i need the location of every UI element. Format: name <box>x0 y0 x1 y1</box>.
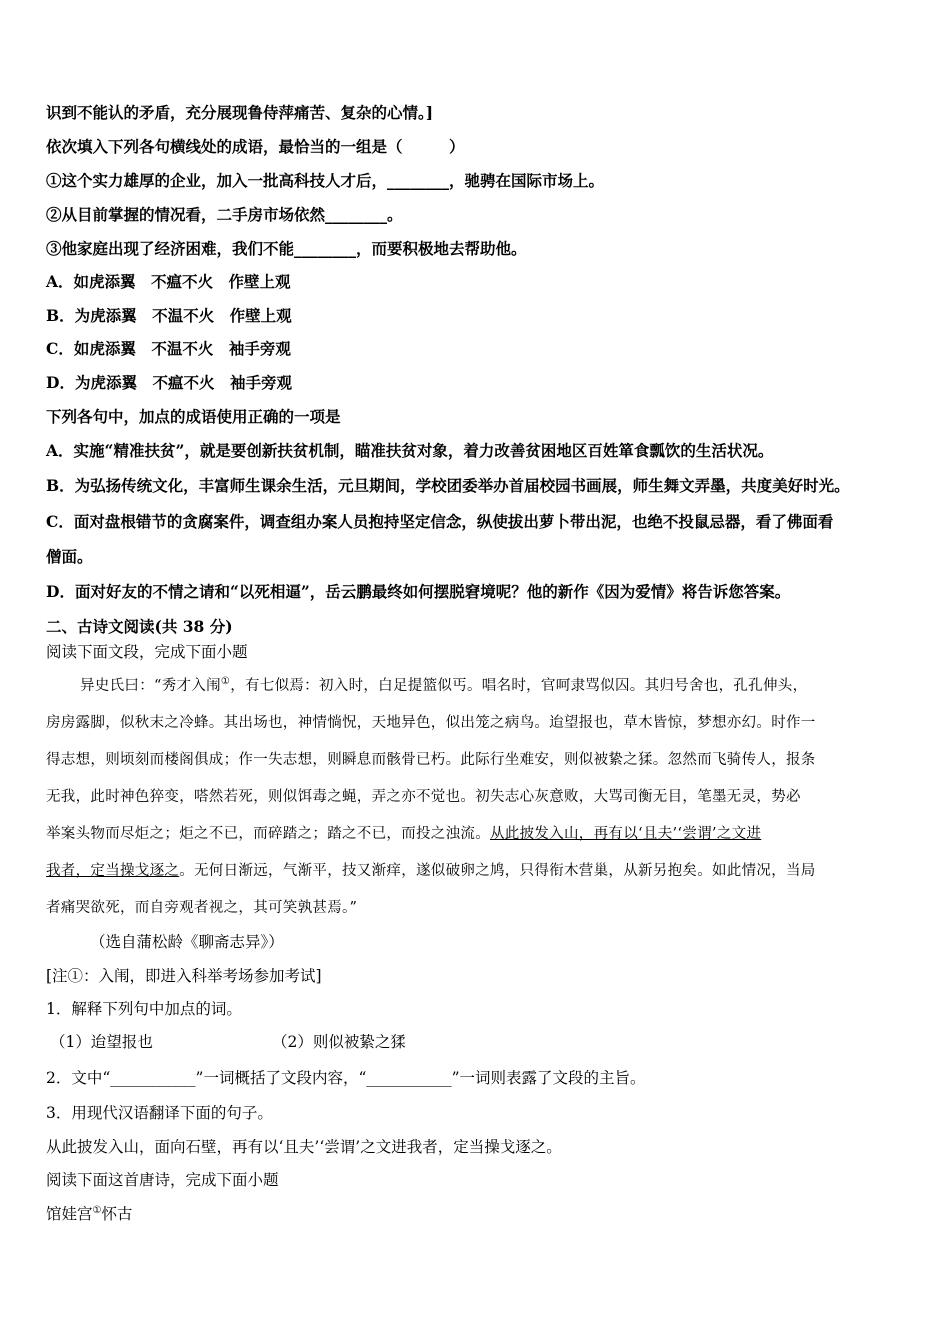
source-citation: （选自蒲松龄《聊斋志异》） <box>90 933 284 951</box>
question-stem: 下列各句中，加点的成语使用正确的一项是 <box>46 407 341 426</box>
footnote: [注①：入闱，即进入科举考场参加考试] <box>46 967 322 985</box>
poem-title: 馆娃宫①怀古 <box>46 1204 133 1223</box>
instruction: 阅读下面这首唐诗，完成下面小题 <box>46 1171 279 1189</box>
sub-question: 3．用现代汉语翻译下面的句子。 <box>46 1104 273 1122</box>
question-item: ②从目前掌握的情况看，二手房市场依然________。 <box>46 205 403 224</box>
passage-line: 得志想，则顷刻而楼阁俱成；作一失志想，则瞬息而骸骨已朽。此际行坐难安，则似被絷之猱。忽然而飞骑传人，报条 <box>46 752 816 768</box>
sub-question-part: （2）则似被絷之猱 <box>272 1033 406 1051</box>
option-b: B．为虎添翼 不温不火 作壁上观 <box>46 306 292 325</box>
option-c: C．面对盘根错节的贪腐案件，调查组办案人员抱持坚定信念，纵使拔出萝卜带出泥，也绝不投鼠忌器，看了佛面看 <box>46 512 834 531</box>
translation-sentence: 从此披发入山，面向石壁，再有以‘且夫’‘尝谓’之文进我者，定当操戈逐之。 <box>46 1138 562 1156</box>
option-a: A．如虎添翼 不瘟不火 作壁上观 <box>46 272 291 291</box>
question-stem: 依次填入下列各句横线处的成语，最恰当的一组是（ ） <box>46 137 465 156</box>
instruction: 阅读下面文段，完成下面小题 <box>46 643 248 661</box>
sub-question: 1．解释下列句中加点的词。 <box>46 1000 242 1018</box>
option-b: B．为弘扬传统文化，丰富师生课余生活，元旦期间，学校团委举办首届校园书画展，师生舞文弄墨，共度美好时光。 <box>46 476 850 495</box>
underlined-sentence: 我者，定当操戈逐之 <box>46 863 180 879</box>
passage-line: 我者，定当操戈逐之。无何日渐远，气渐平，技又渐痒，遂似破卵之鸠，只得衔木营巢，从新另抱矣。如此情况，当局 <box>46 863 816 879</box>
option-d: D．面对好友的不情之请和“以死相逼”，岳云鹏最终如何摆脱窘境呢？他的新作《因为爱情》将告诉您答案。 <box>46 582 791 601</box>
passage-line: 无我，此时神色猝变，嗒然若死，则似饵毒之蝇，弄之亦不觉也。初失志心灰意败，大骂司衡无目，笔墨无灵，势必 <box>46 789 801 805</box>
sub-question: 2．文中“___________”一词概括了文段内容，“___________”一词则表露了文段的主旨。 <box>46 1069 646 1087</box>
passage-line: 异史氏曰：“秀才入闱①，有七似焉：初入时，白足提篮似丐。唱名时，官呵隶骂似囚。其归号舍也，孔孔伸头， <box>80 676 808 694</box>
passage-line: 举案头物而尽炬之；炬之不已，而碎踏之；踏之不已，而投之浊流。从此披发入山，再有以‘且夫’‘尝谓’之文进 <box>46 826 762 842</box>
underlined-sentence: 从此披发入山，再有以‘且夫’‘尝谓’之文进 <box>490 826 762 842</box>
passage-line: 房房露脚，似秋末之冷蜂。其出场也，神情惝怳，天地异色，似出笼之病鸟。迨望报也，草木皆惊，梦想亦幻。时作一 <box>46 715 816 731</box>
sub-question-part: （1）迨望报也 <box>50 1033 153 1051</box>
option-a: A．实施“精准扶贫”，就是要创新扶贫机制，瞄准扶贫对象，着力改善贫困地区百姓箪食瓢饮的生活状况。 <box>46 441 774 460</box>
option-d: D．为虎添翼 不瘟不火 袖手旁观 <box>46 373 292 392</box>
option-c: C．如虎添翼 不温不火 袖手旁观 <box>46 339 291 358</box>
question-item: ③他家庭出现了经济困难，我们不能________，而要积极地去帮助他。 <box>46 239 527 258</box>
question-item: ①这个实力雄厚的企业，加入一批高科技人才后，________，驰骋在国际市场上。 <box>46 171 605 190</box>
section-heading: 二、古诗文阅读(共 38 分) <box>46 617 233 636</box>
option-c-continued: 僧面。 <box>46 547 93 566</box>
passage-line: 者痛哭欲死，而自旁观者视之，其可笑孰甚焉。” <box>46 900 358 916</box>
text-line: 识到不能认的矛盾，充分展现鲁侍萍痛苦、复杂的心情。] <box>46 103 434 122</box>
